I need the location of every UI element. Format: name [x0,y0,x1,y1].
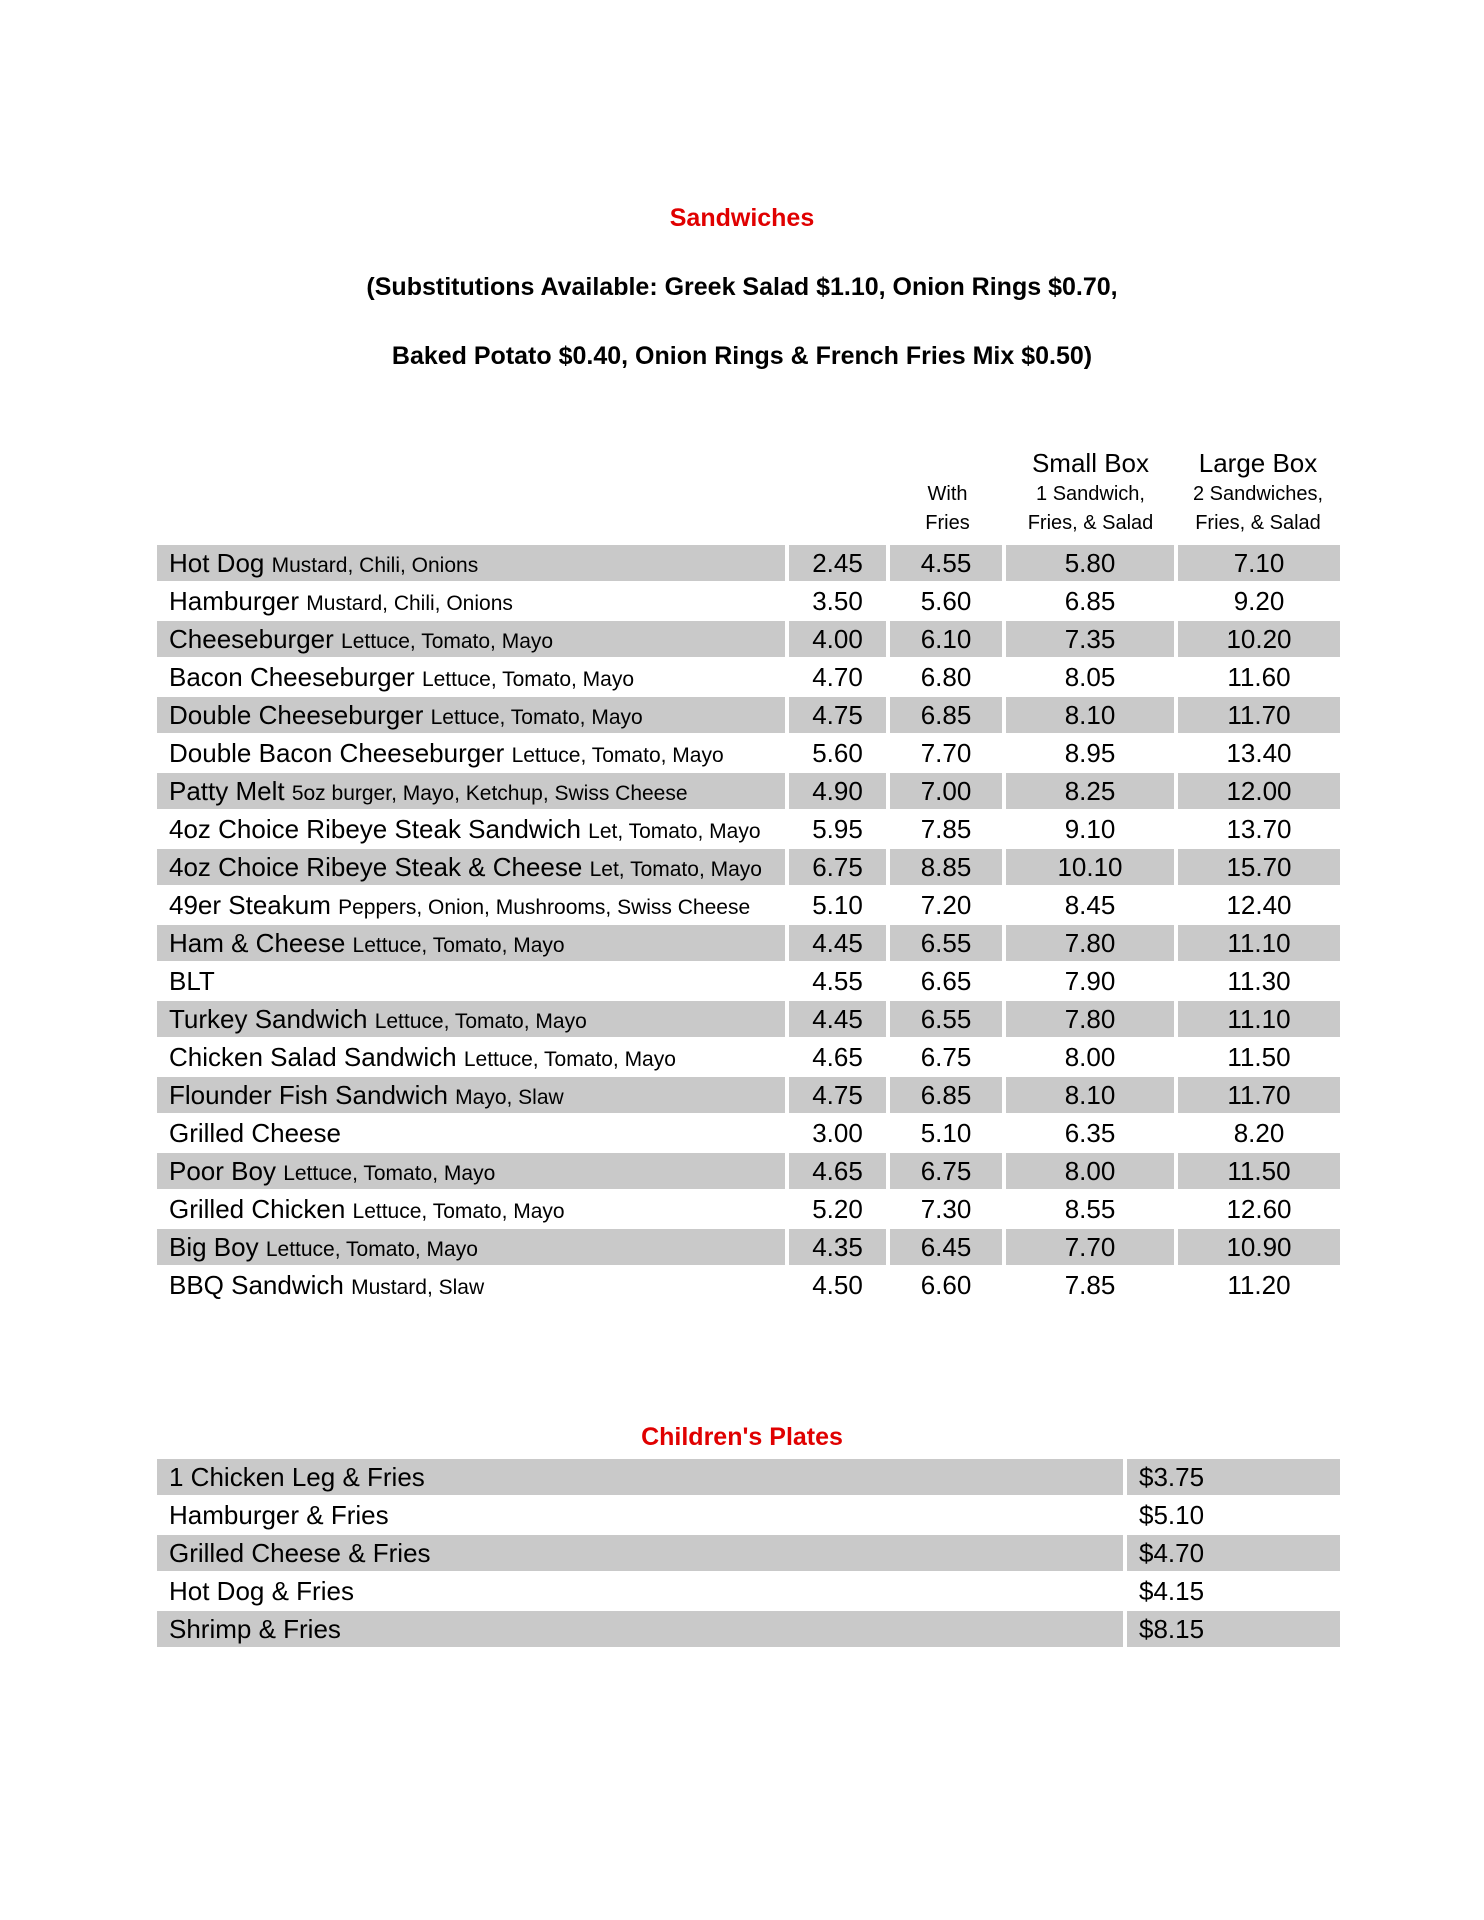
sandwich-row [157,1229,1340,1265]
sandwich-name: Bacon Cheeseburger [169,662,415,692]
sandwich-name: Turkey Sandwich [169,1004,368,1034]
child-plate-row [157,1535,1340,1571]
sandwich-name-cell [157,659,785,695]
price-large-box: 11.50 [1178,1153,1340,1189]
header-with-fries-line2: Fries [925,512,970,534]
price-with-fries: 6.85 [890,1077,1002,1113]
sandwich-row [157,1039,1340,1075]
price-with-fries: 7.20 [920,890,972,920]
sandwich-name: 49er Steakum [169,890,331,920]
sandwich-name-cell [157,773,785,809]
price-plain: 5.20 [812,1194,863,1224]
child-plate-price: $4.70 [1127,1535,1340,1571]
price-small-box: 8.00 [1064,1042,1116,1072]
sandwich-desc: Lettuce, Tomato, Mayo [463,1048,676,1071]
price-plain: 4.45 [789,925,886,961]
sandwiches-title: Sandwiches [669,204,815,232]
price-small-box: 7.35 [1006,621,1174,657]
price-with-fries: 6.45 [890,1229,1002,1265]
sandwich-name-cell [157,1191,785,1227]
sandwich-name-cell [157,963,785,999]
price-large-box: 12.00 [1178,773,1340,809]
price-with-fries: 7.00 [890,773,1002,809]
sandwich-desc: Mustard, Chili, Onions [306,592,513,615]
sandwich-name-cell [157,621,785,657]
child-plate-price: $8.15 [1127,1611,1340,1647]
price-with-fries: 6.55 [890,925,1002,961]
sandwich-name-cell [157,1115,785,1151]
child-plate-price: $5.10 [1139,1500,1205,1530]
price-with-fries: 7.85 [920,814,972,844]
price-with-fries: 5.10 [920,1118,972,1148]
sandwich-row [157,735,1340,771]
price-with-fries: 7.70 [920,738,972,768]
sandwich-desc: Lettuce, Tomato, Mayo [352,934,565,957]
sandwich-name: Hot Dog [169,548,265,578]
price-large-box: 9.20 [1233,586,1285,616]
substitutions-line-2: Baked Potato $0.40, Onion Rings & French Fries Mix $0.50) [391,342,1093,370]
header-with-fries [890,480,1005,538]
sandwich-name: Cheeseburger [169,624,334,654]
sandwich-name: Ham & Cheese [169,928,346,958]
sandwich-desc: Lettuce, Tomato, Mayo [374,1010,587,1033]
price-with-fries: 7.30 [920,1194,972,1224]
price-plain: 4.65 [812,1042,863,1072]
price-small-box: 8.25 [1006,773,1174,809]
sandwich-row [157,963,1340,999]
price-small-box: 6.35 [1064,1118,1116,1148]
price-plain: 3.50 [812,586,863,616]
sandwich-name: Grilled Cheese [169,1118,341,1148]
sandwich-name: Flounder Fish Sandwich [169,1080,448,1110]
sandwich-name: Hamburger [169,586,300,616]
header-small-box-title: Small Box [1031,448,1150,478]
child-plate-row [157,1573,1340,1609]
sandwich-row [157,1153,1340,1189]
price-large-box: 11.60 [1227,662,1291,692]
price-with-fries: 6.55 [890,1001,1002,1037]
price-large-box: 15.70 [1178,849,1340,885]
price-plain: 4.65 [789,1153,886,1189]
header-small-box [1005,446,1176,538]
price-small-box: 5.80 [1006,545,1174,581]
sandwich-name-cell [157,1267,785,1303]
header-small-box-line2: Fries, & Salad [1027,512,1154,534]
child-plate-name: Hamburger & Fries [169,1500,389,1530]
sandwich-desc: Mayo, Slaw [455,1086,564,1109]
sandwich-desc: Let, Tomato, Mayo [589,858,762,881]
sandwich-row [157,887,1340,923]
substitutions-line-1: (Substitutions Available: Greek Salad $1.10, Onion Rings $0.70, [366,273,1118,301]
child-plate-name: 1 Chicken Leg & Fries [157,1459,1123,1495]
price-small-box: 7.70 [1006,1229,1174,1265]
price-small-box: 8.45 [1064,890,1116,920]
price-large-box: 11.50 [1227,1042,1291,1072]
sandwich-name: Double Cheeseburger [169,700,424,730]
sandwich-name: 4oz Choice Ribeye Steak Sandwich [169,814,581,844]
price-with-fries: 6.65 [920,966,972,996]
price-with-fries: 6.10 [890,621,1002,657]
price-plain: 2.45 [789,545,886,581]
price-plain: 5.10 [812,890,863,920]
child-plate-row [157,1459,1340,1495]
price-large-box: 10.20 [1178,621,1340,657]
sandwich-row [157,849,1340,885]
price-large-box: 12.60 [1226,1194,1292,1224]
sandwich-row [157,621,1340,657]
price-with-fries: 8.85 [890,849,1002,885]
price-plain: 4.55 [812,966,863,996]
sandwich-row [157,811,1340,847]
price-large-box: 11.20 [1227,1270,1291,1300]
sandwich-row [157,1267,1340,1303]
sandwich-desc: Lettuce, Tomato, Mayo [265,1238,478,1261]
price-large-box: 13.70 [1226,814,1292,844]
child-plate-name: Shrimp & Fries [157,1611,1123,1647]
sandwich-desc: Lettuce, Tomato, Mayo [341,630,554,653]
header-large-box-line2: Fries, & Salad [1195,512,1321,534]
price-small-box: 8.95 [1064,738,1116,768]
child-plate-row [157,1497,1340,1533]
childrens-plates-title: Children's Plates [641,1423,843,1451]
child-plate-name: Hot Dog & Fries [169,1576,354,1606]
sandwich-name: Chicken Salad Sandwich [169,1042,457,1072]
price-small-box: 9.10 [1064,814,1116,844]
sandwich-name-cell [157,583,785,619]
sandwich-desc: Peppers, Onion, Mushrooms, Swiss Cheese [338,896,751,919]
price-plain: 4.75 [789,697,886,733]
price-plain: 4.35 [789,1229,886,1265]
price-plain: 4.70 [812,662,863,692]
price-large-box: 11.10 [1178,925,1340,961]
price-small-box: 7.80 [1006,925,1174,961]
sandwich-name-cell [157,925,785,961]
sandwich-row [157,1077,1340,1113]
price-large-box: 11.70 [1178,1077,1340,1113]
price-plain: 6.75 [789,849,886,885]
sandwich-row [157,1001,1340,1037]
price-small-box: 8.00 [1006,1153,1174,1189]
sandwich-name: Grilled Chicken [169,1194,346,1224]
sandwich-name-cell [157,849,785,885]
sandwich-name: Poor Boy [169,1156,276,1186]
sandwich-row [157,1115,1340,1151]
price-with-fries: 4.55 [890,545,1002,581]
price-small-box: 7.85 [1064,1270,1116,1300]
sandwich-desc: Lettuce, Tomato, Mayo [430,706,643,729]
sandwich-desc: Lettuce, Tomato, Mayo [352,1200,565,1223]
sandwich-desc: Mustard, Chili, Onions [271,554,479,577]
child-plate-price: $4.15 [1139,1576,1205,1606]
sandwich-name-cell [157,1039,785,1075]
child-plate-row [157,1611,1340,1647]
price-large-box: 10.90 [1178,1229,1340,1265]
price-large-box: 7.10 [1178,545,1340,581]
sandwich-name-cell [157,1001,785,1037]
price-small-box: 8.10 [1006,1077,1174,1113]
sandwich-row [157,773,1340,809]
sandwich-desc: Lettuce, Tomato, Mayo [283,1162,496,1185]
price-plain: 3.00 [812,1118,863,1148]
price-small-box: 8.05 [1064,662,1116,692]
sandwich-name: Patty Melt [169,776,285,806]
price-plain: 5.95 [812,814,863,844]
price-small-box: 8.55 [1064,1194,1116,1224]
price-large-box: 11.70 [1178,697,1340,733]
sandwich-name: Double Bacon Cheeseburger [169,738,505,768]
header-with-fries-line1: With [927,483,968,505]
sandwich-row [157,697,1340,733]
header-large-box-title: Large Box [1198,448,1318,478]
price-with-fries: 6.80 [920,662,972,692]
sandwich-name: BBQ Sandwich [169,1270,344,1300]
sandwich-name-cell [157,545,785,581]
sandwich-desc: Lettuce, Tomato, Mayo [511,744,724,767]
price-large-box: 13.40 [1226,738,1292,768]
price-large-box: 8.20 [1233,1118,1285,1148]
price-plain: 4.45 [789,1001,886,1037]
sandwich-desc: 5oz burger, Mayo, Ketchup, Swiss Cheese [291,782,688,805]
child-plate-name: Grilled Cheese & Fries [157,1535,1123,1571]
sandwich-name-cell [157,1229,785,1265]
price-small-box: 7.90 [1064,966,1116,996]
header-small-box-line1: 1 Sandwich, [1036,483,1145,505]
child-plate-price: $3.75 [1127,1459,1340,1495]
sandwich-name-cell [157,887,785,923]
price-plain: 4.00 [789,621,886,657]
sandwich-name-cell [157,1077,785,1113]
header-large-box-line1: 2 Sandwiches, [1192,483,1324,505]
sandwich-row [157,925,1340,961]
price-large-box: 11.10 [1178,1001,1340,1037]
sandwich-name-cell [157,697,785,733]
sandwich-desc: Mustard, Slaw [351,1276,485,1299]
price-plain: 5.60 [812,738,863,768]
price-large-box: 12.40 [1226,890,1292,920]
sandwich-row [157,659,1340,695]
price-with-fries: 6.75 [920,1042,972,1072]
sandwich-name: Big Boy [169,1232,259,1262]
sandwich-desc: Lettuce, Tomato, Mayo [421,668,635,691]
sandwich-name-cell [157,811,785,847]
sandwich-row [157,545,1340,581]
price-with-fries: 5.60 [920,586,972,616]
price-plain: 4.50 [812,1270,863,1300]
sandwich-desc: Let, Tomato, Mayo [588,820,761,843]
sandwich-name-cell [157,735,785,771]
sandwich-row [157,1191,1340,1227]
price-small-box: 6.85 [1064,586,1116,616]
price-plain: 4.90 [789,773,886,809]
price-with-fries: 6.60 [920,1270,972,1300]
price-plain: 4.75 [789,1077,886,1113]
price-with-fries: 6.75 [890,1153,1002,1189]
price-small-box: 7.80 [1006,1001,1174,1037]
sandwich-row [157,583,1340,619]
header-large-box [1176,446,1340,538]
price-small-box: 10.10 [1006,849,1174,885]
price-small-box: 8.10 [1006,697,1174,733]
price-large-box: 11.30 [1227,966,1291,996]
sandwich-name: 4oz Choice Ribeye Steak & Cheese [169,852,583,882]
sandwich-name: BLT [169,966,215,996]
price-with-fries: 6.85 [890,697,1002,733]
sandwich-name-cell [157,1153,785,1189]
